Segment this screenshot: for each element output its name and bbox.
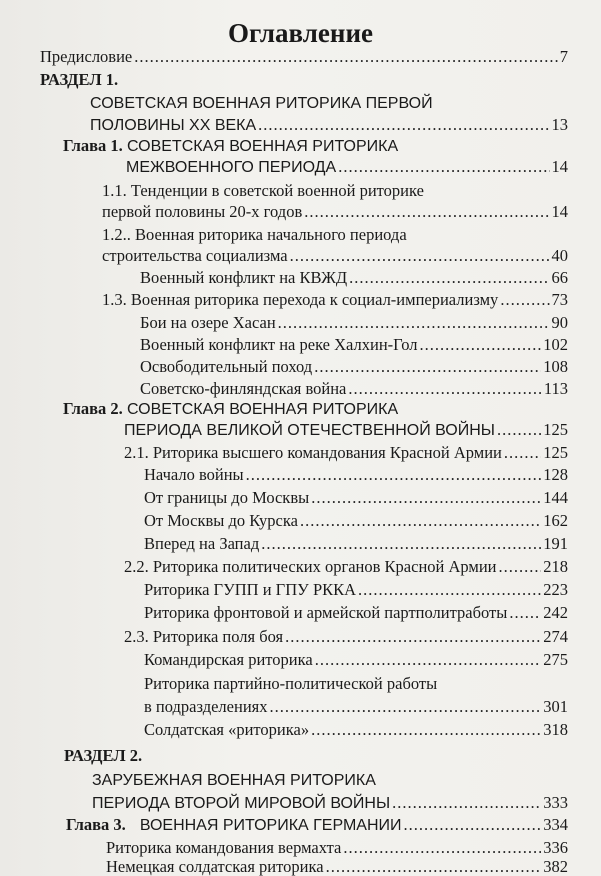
entry-text: Немецкая солдатская риторика bbox=[106, 857, 324, 876]
entry-page: 13 bbox=[551, 115, 568, 134]
entry-text: От границы до Москвы bbox=[144, 488, 310, 507]
entry-page: 73 bbox=[551, 290, 568, 309]
toc-entry-chapter-1[interactable] bbox=[126, 154, 568, 180]
entry-text: 2.1. Риторика высшего командования Красной Армии bbox=[124, 443, 502, 462]
entry-page: 242 bbox=[543, 603, 568, 622]
entry-text: первой половины 20-х годов bbox=[102, 202, 303, 221]
entry-text: Военный конфликт на реке Халхин-Гол bbox=[140, 335, 418, 354]
entry-page: 144 bbox=[543, 488, 568, 507]
entry-text: ПЕРИОДА ВТОРОЙ МИРОВОЙ ВОЙНЫ bbox=[92, 795, 391, 812]
chapter-label: Глава 2. bbox=[63, 399, 123, 418]
entry-text: в подразделениях bbox=[144, 697, 268, 716]
dot-leader bbox=[311, 717, 541, 743]
chapter-title: СОВЕТСКАЯ ВОЕННАЯ РИТОРИКА bbox=[126, 401, 399, 418]
entry-page: 382 bbox=[543, 857, 568, 876]
entry-page: 334 bbox=[543, 815, 568, 834]
entry-page: 223 bbox=[543, 580, 568, 599]
entry-text: 1.3. Военная риторика перехода к социал-империализму bbox=[102, 290, 499, 309]
entry-title-line: Риторика партийно-политической работы bbox=[144, 674, 438, 693]
entry-page: 191 bbox=[543, 534, 568, 553]
entry-page: 102 bbox=[543, 335, 568, 354]
entry-text: Риторика ГУПП и ГПУ РККА bbox=[144, 580, 357, 599]
entry-page: 275 bbox=[543, 650, 568, 669]
entry-page: 108 bbox=[543, 357, 568, 376]
entry-text: МЕЖВОЕННОГО ПЕРИОДА bbox=[126, 159, 337, 176]
chapter-title: ВОЕННАЯ РИТОРИКА ГЕРМАНИИ bbox=[139, 817, 402, 834]
entry-page: 40 bbox=[551, 246, 568, 265]
entry-text: Освободительный поход bbox=[140, 357, 313, 376]
entry-page: 336 bbox=[543, 838, 568, 857]
section-heading: РАЗДЕЛ 1. bbox=[40, 70, 119, 89]
entry-page: 125 bbox=[543, 420, 568, 439]
toc-entry-soldier-rhetoric[interactable] bbox=[144, 717, 568, 743]
entry-text: От Москвы до Курска bbox=[144, 511, 298, 530]
subsection-title-line: 1.1. Тенденции в советской военной риторике bbox=[102, 181, 424, 200]
chapter-label: Глава 1. bbox=[63, 136, 123, 155]
dot-leader bbox=[134, 44, 558, 70]
entry-text: Начало войны bbox=[144, 465, 244, 484]
dot-leader bbox=[338, 154, 549, 180]
section-title-line: ЗАРУБЕЖНАЯ ВОЕННАЯ РИТОРИКА bbox=[92, 772, 376, 789]
entry-text: Риторика командования вермахта bbox=[106, 838, 342, 857]
entry-page: 90 bbox=[551, 313, 568, 332]
chapter-title: СОВЕТСКАЯ ВОЕННАЯ РИТОРИКА bbox=[126, 138, 399, 155]
toc-entry-preface[interactable] bbox=[40, 44, 568, 70]
entry-text: Советско-финляндская война bbox=[140, 379, 347, 398]
entry-page: 218 bbox=[543, 557, 568, 576]
toc-entry-front-partpolit[interactable] bbox=[144, 600, 568, 626]
entry-text: Вперед на Запад bbox=[144, 534, 260, 553]
entry-text: Солдатская «риторика» bbox=[144, 720, 310, 739]
entry-page: 14 bbox=[551, 157, 568, 176]
entry-page: 7 bbox=[559, 47, 568, 66]
entry-text: Военный конфликт на КВЖД bbox=[140, 268, 348, 287]
entry-page: 162 bbox=[543, 511, 568, 530]
section-heading: РАЗДЕЛ 2. bbox=[64, 746, 143, 765]
toc-entry-commander-rhetoric[interactable] bbox=[144, 647, 568, 673]
entry-text: строительства социализма bbox=[102, 246, 288, 265]
dot-leader bbox=[315, 647, 542, 673]
entry-text: Предисловие bbox=[40, 47, 133, 66]
entry-page: 274 bbox=[543, 627, 568, 646]
entry-page: 333 bbox=[543, 793, 568, 812]
entry-text: 2.3. Риторика поля боя bbox=[124, 627, 284, 646]
subsection-title-line: 1.2.. Военная риторика начального периода bbox=[102, 225, 407, 244]
entry-page: 14 bbox=[551, 202, 568, 221]
dot-leader bbox=[326, 857, 542, 876]
toc-entry-german-soldier[interactable] bbox=[106, 857, 568, 876]
entry-page: 128 bbox=[543, 465, 568, 484]
page-title: Оглавление bbox=[228, 18, 373, 48]
entry-text: Бои на озере Хасан bbox=[140, 313, 276, 332]
entry-page: 318 bbox=[543, 720, 568, 739]
entry-text: Командирская риторика bbox=[144, 650, 313, 669]
entry-page: 113 bbox=[543, 379, 568, 398]
entry-text: 2.2. Риторика политических органов Красной Армии bbox=[124, 557, 497, 576]
entry-page: 125 bbox=[543, 443, 568, 462]
section-title-line: СОВЕТСКАЯ ВОЕННАЯ РИТОРИКА ПЕРВОЙ bbox=[90, 95, 433, 112]
entry-page: 301 bbox=[543, 697, 568, 716]
entry-text: ПОЛОВИНЫ XX ВЕКА bbox=[90, 117, 257, 134]
entry-page: 66 bbox=[551, 268, 568, 287]
entry-text: Риторика фронтовой и армейской партполитработы bbox=[144, 603, 508, 622]
chapter-label: Глава 3. bbox=[66, 815, 126, 834]
dot-leader bbox=[509, 600, 541, 626]
entry-text: ПЕРИОДА ВЕЛИКОЙ ОТЕЧЕСТВЕННОЙ ВОЙНЫ bbox=[124, 422, 495, 439]
